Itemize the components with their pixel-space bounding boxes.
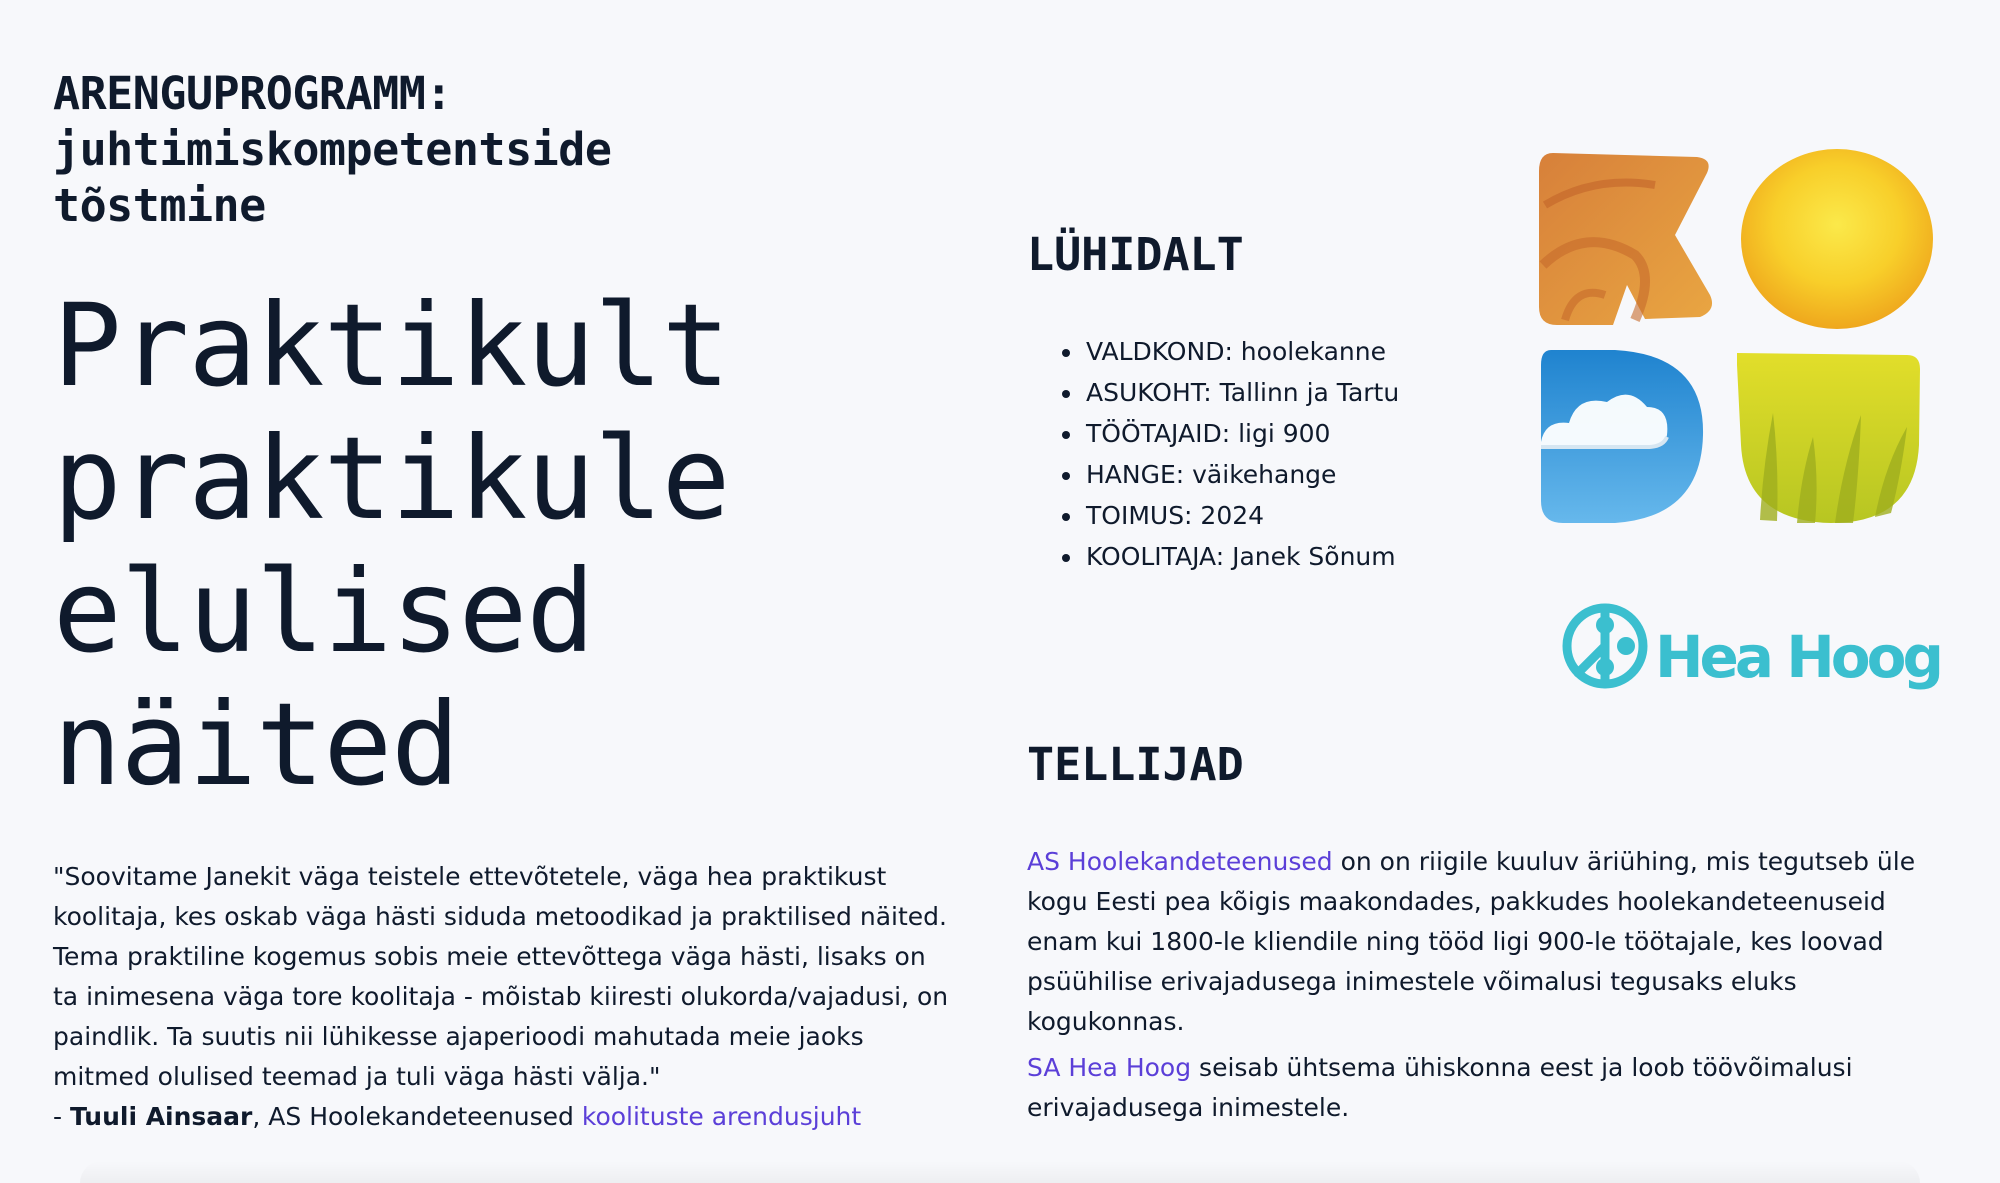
kodu-o-shape — [1741, 149, 1933, 329]
testimonial-text: "Soovitame Janekit väga teistele ettevõtetele, väga hea praktikust koolitaja, kes oskab väga hästi siduda metoodikad ja praktilised näited. Tema praktiline kogemus sobis meie ettevõttega väga hästi, lisaks on ta inimesena väga tore koolitaja - mõistab kiiresti olukorda/vajadusi, on paindlik. Ta suutis nii lühikesse ajaperioodi mahutada meie jaoks mitmed olulised teemad ja tuli väga hästi välja." — [53, 862, 949, 1091]
program-label: ARENGUPROGRAMM: — [53, 67, 452, 120]
fact-item: • HANGE: väikehange — [1084, 454, 1399, 495]
quote-dash: - — [53, 1102, 70, 1131]
client-text: on on riigile kuuluv äriühing, mis tegutseb üle kogu Eesti pea kõigis maakondades, pakkudes hoolekandeteenuseid enam kui 1800-le kliendile ning tööd ligi 900-le töötajale, kes loovad psüühilise erivajadusega inimestele võimalusi tegusaks eluks kogukonnas. — [1027, 847, 1916, 1036]
kodu-d-shape — [1541, 350, 1703, 523]
client-description — [1027, 842, 1957, 1042]
bottom-edge-shadow — [80, 1161, 1920, 1183]
testimonial-org: , AS Hoolekandeteenused — [252, 1102, 582, 1131]
testimonial-quote — [53, 857, 953, 1137]
hero-line: elulised — [53, 545, 595, 678]
clients-title: TELLIJAD — [1027, 738, 1244, 791]
client-description — [1027, 1048, 1957, 1128]
hero-line: näited — [53, 678, 459, 811]
heahoog-logo-text: Hea Hoog — [1655, 623, 1940, 691]
summary-title: LÜHIDALT — [1027, 228, 1244, 281]
client-text: seisab ühtsema ühiskonna eest ja loob töövõimalusi erivajadusega inimestele. — [1027, 1053, 1853, 1122]
fact-item: • ASUKOHT: Tallinn ja Tartu — [1084, 372, 1399, 413]
hero-title — [53, 279, 953, 811]
author-role-link[interactable]: koolituste arendusjuht — [581, 1102, 862, 1131]
client-link-hoolekandeteenused[interactable]: AS Hoolekandeteenused — [1027, 847, 1333, 876]
kodu-logo — [1535, 145, 1925, 530]
fact-item: • VALDKOND: hoolekanne — [1084, 331, 1399, 372]
program-subtitle-text: juhtimiskompetentside tõstmine — [53, 123, 612, 232]
kodu-k-shape — [1539, 153, 1712, 325]
testimonial-author: Tuuli Ainsaar — [69, 1102, 253, 1131]
client-link-hea-hoog[interactable]: SA Hea Hoog — [1027, 1053, 1192, 1082]
fact-item: • TÖÖTAJAID: ligi 900 — [1084, 413, 1399, 454]
fact-item: • TOIMUS: 2024 — [1084, 495, 1399, 536]
fact-item: • KOOLITAJA: Janek Sõnum — [1084, 536, 1399, 577]
heahoog-logo — [1558, 595, 1940, 715]
kodu-u-shape — [1737, 353, 1920, 523]
hero-line: praktikule — [53, 412, 730, 545]
summary-facts-list — [1056, 331, 1399, 577]
program-subtitle — [53, 66, 813, 234]
hero-line: Praktikult — [53, 279, 730, 412]
